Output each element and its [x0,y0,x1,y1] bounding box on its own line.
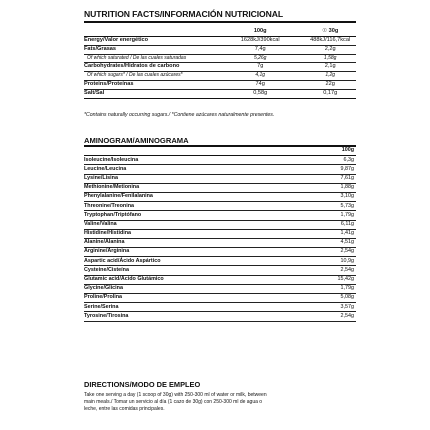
amino-acid-value: 6,3g [302,156,356,165]
sugars-footnote: *Contains naturally occurring sugars./ *Contiene azúcares naturalmente presentes. [84,112,275,118]
directions-line: main meals./ Tomar un servicio al día (1 cazo de 30g) con 250-300 ml de agua o [84,398,263,405]
aminogram-header-row [84,147,356,156]
amino-acid-value: 6,11g [302,220,356,229]
nutrient-value-100g: 5,26g [216,54,304,62]
nutrient-label: Of which saturated / De las cuales saturadas [84,54,216,62]
aminogram-row [84,275,356,284]
aminogram-row [84,312,356,321]
aminogram-row [84,156,356,165]
amino-acid-value: 9,87g [302,165,356,174]
nutrient-value-30g: 1,58g [304,54,356,62]
aminogram-row [84,238,356,247]
nutrient-value-30g: 2,1g [304,63,356,72]
amino-acid-value: 15,42g [302,275,356,284]
nutrition-header-100g: 100g [216,28,304,36]
directions-text [84,392,354,412]
amino-acid-value: 2,54g [302,312,356,321]
nutrient-value-100g: 7,4g [216,45,304,54]
nutrition-row [84,54,356,62]
amino-acid-value: 1,79g [302,211,356,220]
aminogram-header-empty [84,147,302,156]
nutrient-value-30g: 1,2g [304,72,356,80]
amino-acid-name: Glycine/Glicina [84,284,302,293]
nutrient-value-100g: 1628kJ/390kcal [216,36,304,45]
nutrient-label: Fats/Grasas [84,45,216,54]
aminogram-row [84,165,356,174]
amino-acid-name: Tyrosine/Tirosina [84,312,302,321]
amino-acid-name: Phenylalanine/Fenilalanina [84,192,302,201]
aminogram-row [84,284,356,293]
amino-acid-value: 2,54g [302,266,356,275]
aminogram-row [84,248,356,257]
nutrient-value-30g: 488kJ/116,7kcal [304,36,356,45]
directions-line: leche, entre las comidas principales. [84,405,165,412]
aminogram-row [84,174,356,183]
aminogram-header-100g: 100g [302,147,356,156]
directions-line: Take one serving a day (1 scoop of 30g) with 250-300 ml of water or milk, between [84,392,267,398]
amino-acid-value: 5,73g [302,202,356,211]
nutrition-row [84,36,356,45]
nutrient-label: Energy/Valor energético [84,36,216,45]
amino-acid-value: 5,08g [302,294,356,303]
amino-acid-name: Cysteine/Cisteína [84,266,302,275]
aminogram-table [84,147,356,322]
amino-acid-name: Methionine/Metionina [84,183,302,192]
amino-acid-value: 1,41g [302,229,356,238]
amino-acid-value: 3,57g [302,303,356,312]
aminogram-row [84,202,356,211]
amino-acid-value: 1,79g [302,284,356,293]
nutrition-header-row [84,28,356,36]
aminogram-row [84,294,356,303]
amino-acid-value: 1,88g [302,183,356,192]
nutrient-value-100g: 4,1g [216,72,304,80]
nutrient-value-30g: 2,2g [304,45,356,54]
amino-acid-name: Arginine/Arginina [84,248,302,257]
nutrition-row [84,63,356,72]
amino-acid-name: Isoleucine/Isoleucina [84,156,302,165]
nutrient-value-100g: 0,58g [216,89,304,98]
nutrient-value-30g: 0,17g [304,89,356,98]
aminogram-row [84,192,356,201]
title-rule [84,21,356,23]
directions-title: DIRECTIONS/MODO DE EMPLEO [84,380,201,389]
nutrient-label: Proteins/Proteínas [84,80,216,89]
amino-acid-name: Valine/Valina [84,220,302,229]
amino-acid-name: Threonine/Treonina [84,202,302,211]
nutrition-header-30g: ☉ 30g [304,28,356,36]
nutrient-value-100g: 74g [216,80,304,89]
nutrition-row [84,80,356,89]
amino-acid-value: 2,54g [302,248,356,257]
aminogram-row [84,303,356,312]
nutrition-table [84,28,356,99]
aminogram-row [84,257,356,266]
nutrient-value-100g: 7g [216,63,304,72]
aminogram-row [84,229,356,238]
amino-acid-value: 7,61g [302,174,356,183]
amino-acid-value: 10,9g [302,257,356,266]
amino-acid-value: 3,10g [302,192,356,201]
amino-acid-name: Aspartic acid/Ácido Aspártico [84,257,302,266]
nutrition-title: NUTRITION FACTS/INFORMACIÓN NUTRICIONAL [84,9,283,19]
amino-acid-name: Proline/Prolina [84,294,302,303]
amino-acid-name: Glutamic acid/Ácido Glutámico [84,275,302,284]
amino-acid-name: Alanine/Alanina [84,238,302,247]
amino-acid-name: Serine/Serina [84,303,302,312]
nutrition-row [84,89,356,98]
amino-acid-name: Lysine/Lisina [84,174,302,183]
nutrient-label: Of which sugars* / De las cuales azúcares* [84,72,216,80]
aminogram-title: AMINOGRAM/AMINOGRAMA [84,136,189,145]
amino-acid-value: 4,51g [302,238,356,247]
aminogram-row [84,183,356,192]
nutrition-header-empty [84,28,216,36]
amino-acid-name: Tryptophan/Triptófano [84,211,302,220]
aminogram-row [84,220,356,229]
aminogram-row [84,266,356,275]
nutrient-label: Salt/Sal [84,89,216,98]
amino-acid-name: Leucine/Leucina [84,165,302,174]
nutrient-label: Carbohydrates/Hidratos de carbono [84,63,216,72]
aminogram-row [84,211,356,220]
nutrition-row [84,45,356,54]
nutrient-value-30g: 22g [304,80,356,89]
amino-acid-name: Histidine/Histidina [84,229,302,238]
nutrition-row [84,72,356,80]
